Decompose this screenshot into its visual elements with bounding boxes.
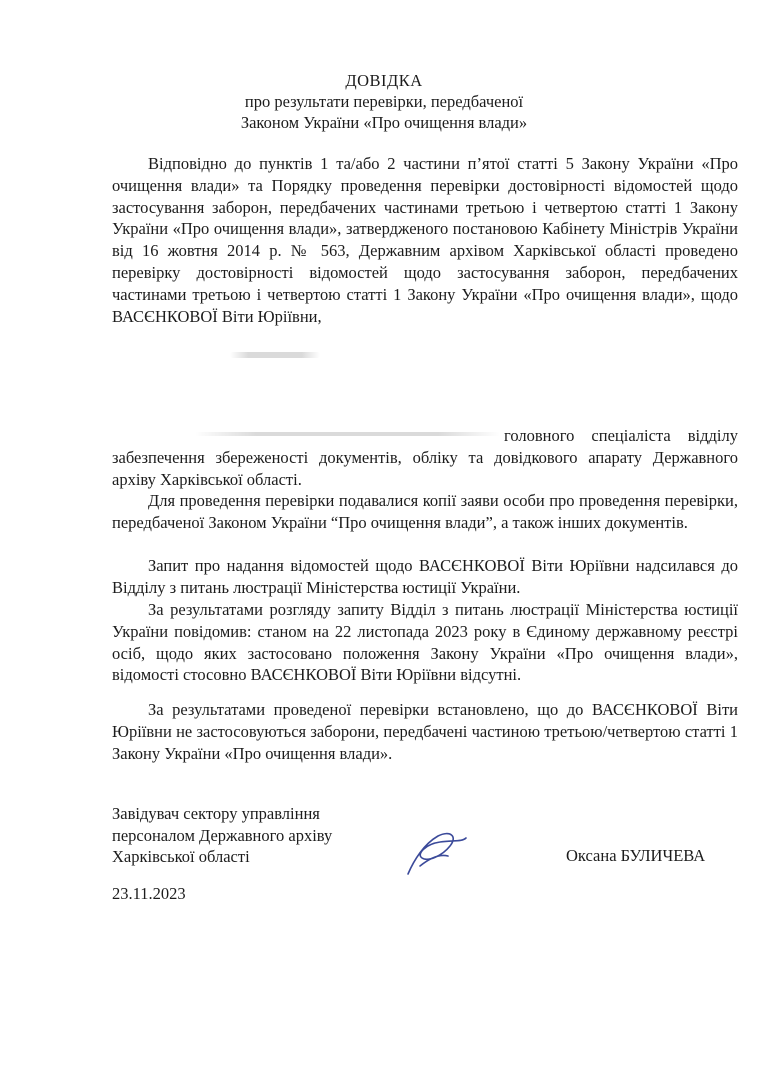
- redaction-smudge: [230, 352, 320, 358]
- signatory-name: Оксана БУЛИЧЕВА: [566, 846, 706, 865]
- paragraph-conclusion: За результатами проведеної перевірки встановлено, що до ВАСЄНКОВОЇ Віти Юріївни не застосовуються заборони, передбачені частиною третьою/четвертою статті 1 Закону України «Про очищення влади».: [112, 700, 738, 763]
- document-date: 23.11.2023: [112, 884, 186, 903]
- document-subtitle-line1: про результати перевірки, передбаченої: [244, 92, 524, 111]
- paragraph-position-text: головного спеціаліста відділу забезпечення збереженості документів, обліку та довідкового апарату Державного архіву Харківської області.: [112, 426, 738, 489]
- paragraph-documents: Для проведення перевірки подавалися копії заяви особи про проведення перевірки, передбаченої Законом України “Про очищення влади”, а також інших документів.: [112, 491, 738, 532]
- handwritten-signature: [400, 830, 470, 880]
- paragraph-response: За результатами розгляду запиту Відділ з питань люстрації Міністерства юстиції України повідомив: станом на 22 листопада 2023 року в Єдиному державному реєстрі осіб, щодо яких застосовано положення Закону України «Про очищення влади», відомості стосовно ВАСЄНКОВОЇ Віти Юріївни відсутні.: [112, 600, 738, 685]
- document-title: ДОВІДКА: [345, 71, 423, 90]
- signatory-position-line2: персоналом Державного архіву: [112, 825, 333, 845]
- signatory-position-line3: Харківської області: [112, 847, 250, 866]
- document-header: [0, 70, 768, 133]
- document-subtitle-line2: Законом України «Про очищення влади»: [240, 113, 528, 132]
- paragraph-basis: Відповідно до пунктів 1 та/або 2 частини п’ятої статті 5 Закону України «Про очищення влади» та Порядку проведення перевірки достовірності відомостей щодо застосування заборон, передбачених частинами третьою і четвертою статті 1 Закону України «Про очищення влади», затвердженого постановою Кабінету Міністрів України від 16 жовтня 2014 р. № 563, Державним архівом Харківської області проведено перевірку достовірності відомостей щодо застосування заборон, передбачених частинами третьою і четвертою статті 1 Закону України «Про очищення влади», щодо ВАСЄНКОВОЇ Віти Юріївни,: [112, 154, 738, 326]
- paragraph-position: [112, 425, 738, 490]
- signatory-position: [112, 803, 382, 868]
- paragraph-request: Запит про надання відомостей щодо ВАСЄНКОВОЇ Віти Юріївни надсилався до Відділу з питань люстрації Міністерства юстиції України.: [112, 556, 738, 597]
- signatory-position-line1: Завідувач сектору управління: [112, 804, 320, 823]
